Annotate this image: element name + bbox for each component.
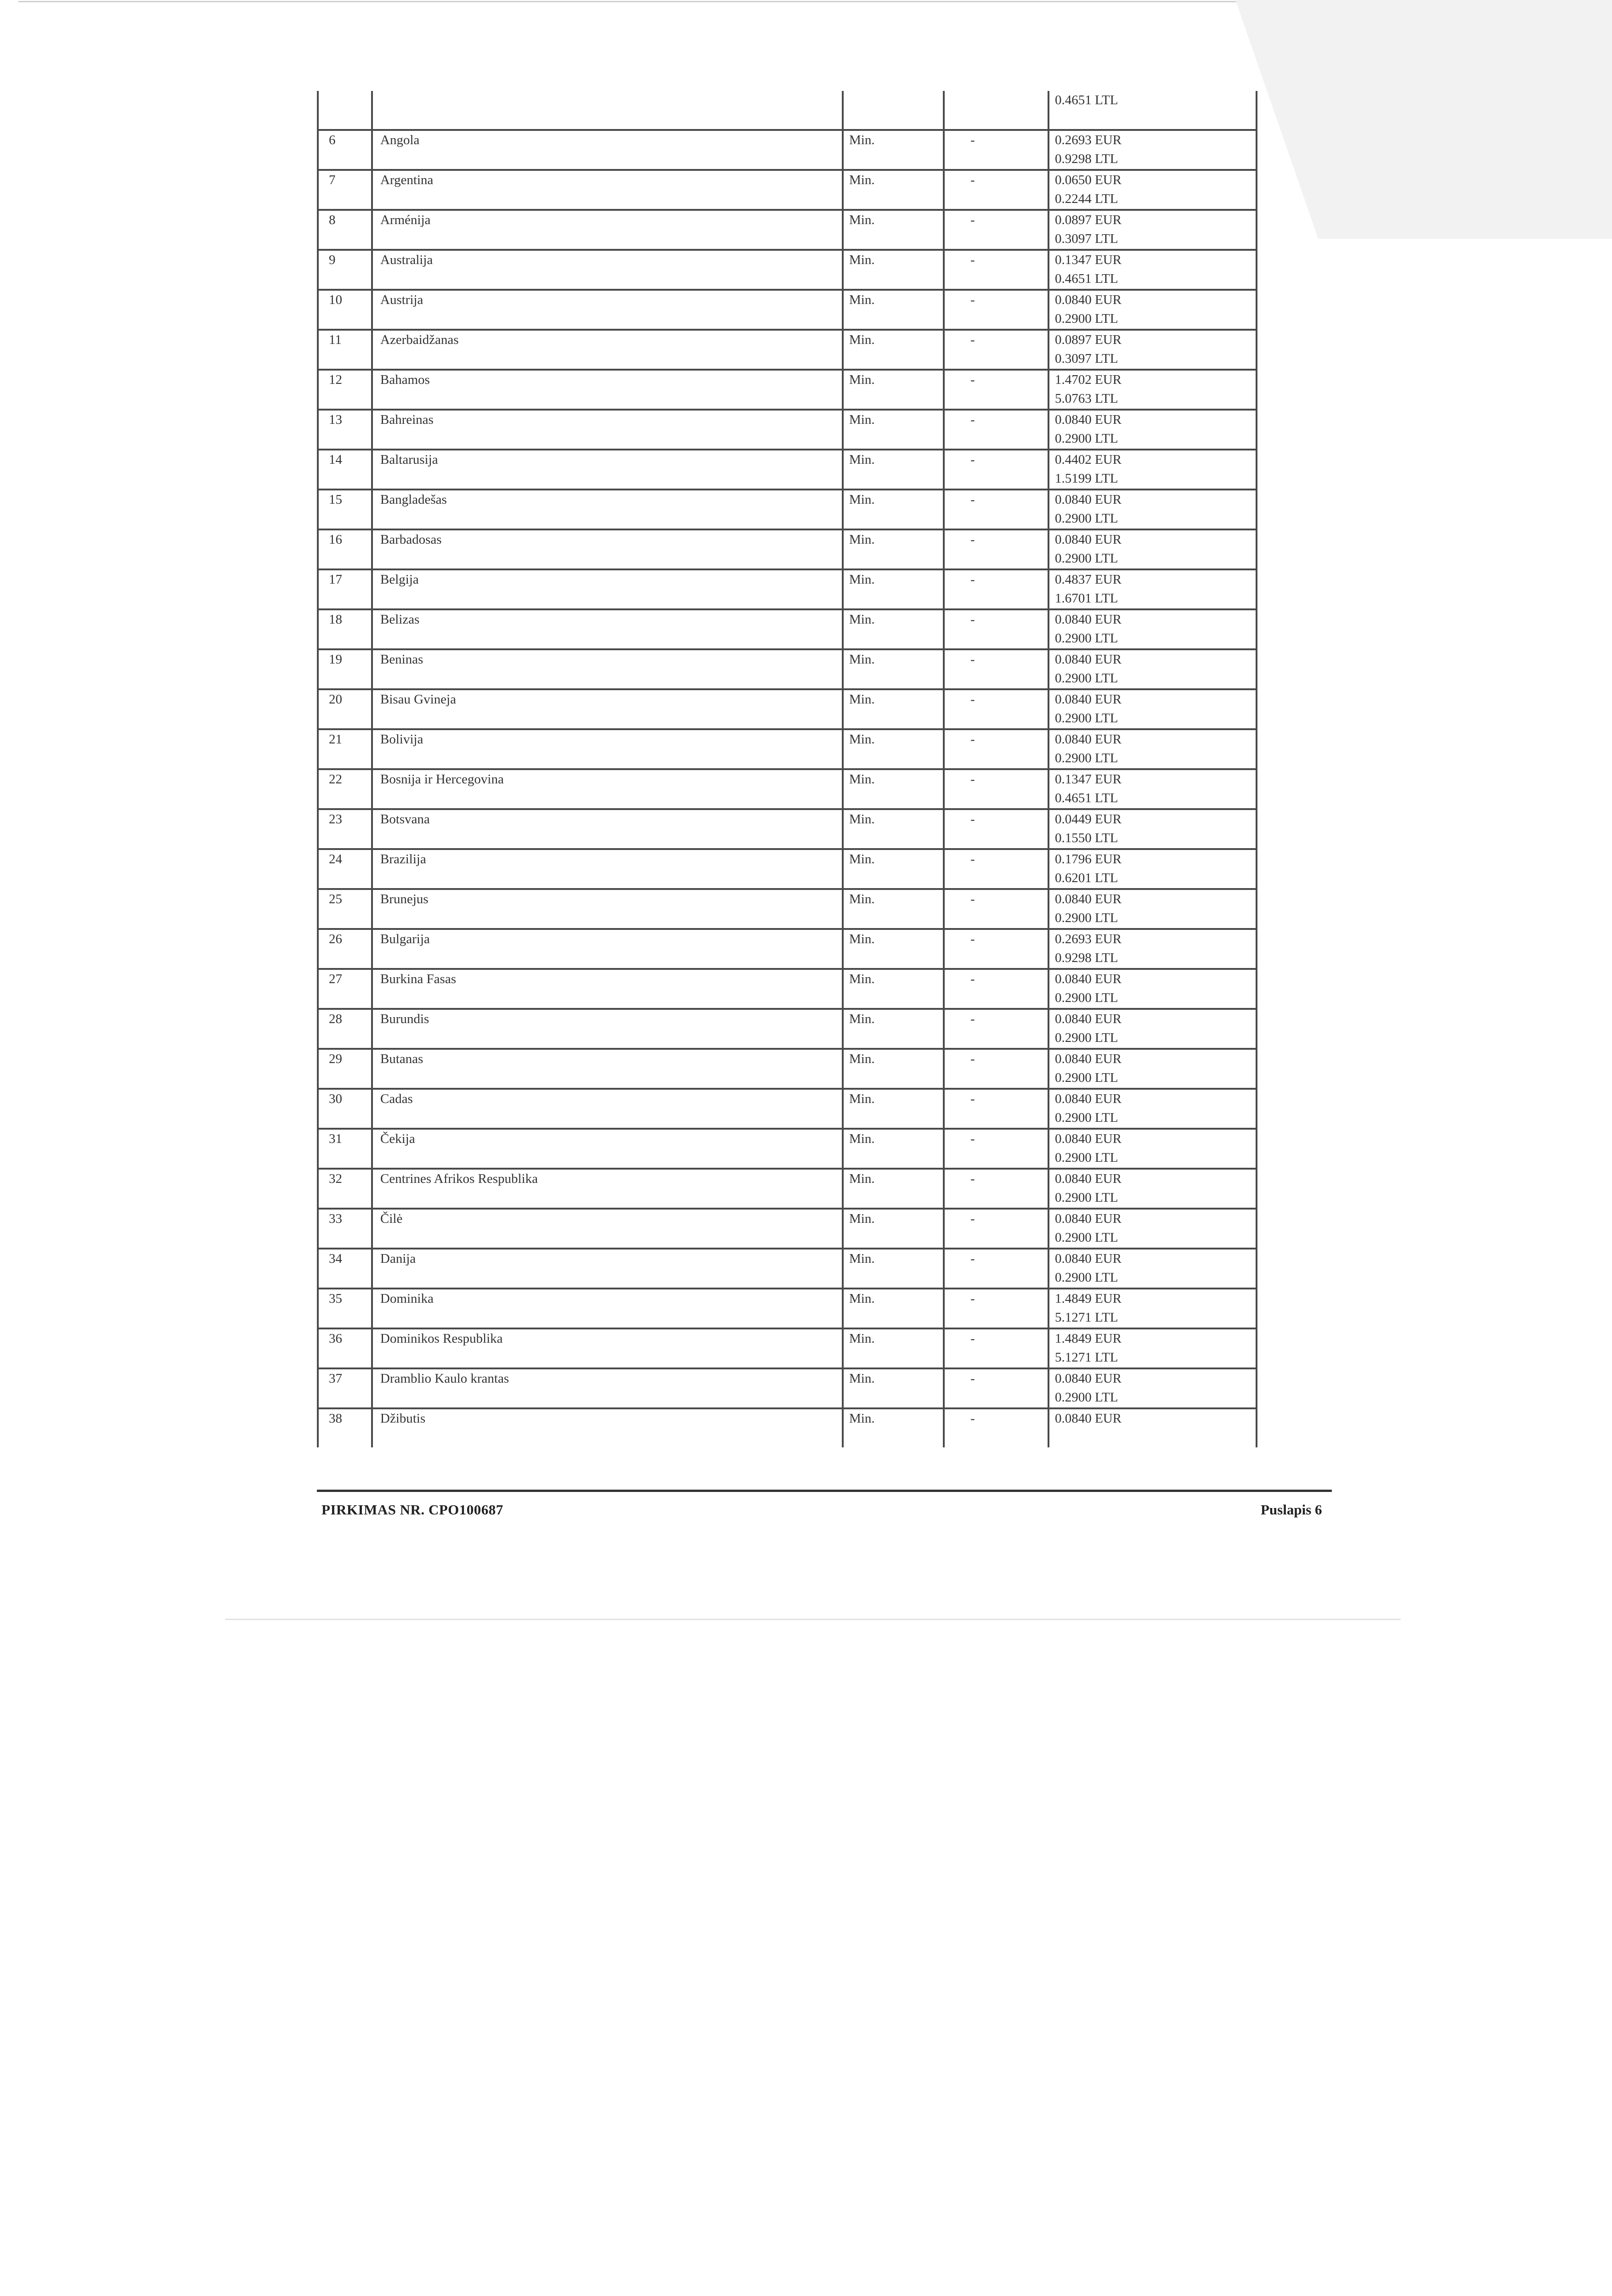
unit-cell: Min. <box>843 969 944 1009</box>
dash-cell: - <box>944 729 1048 769</box>
unit-cell: Min. <box>843 1209 944 1249</box>
row-number: 21 <box>318 729 372 769</box>
row-number: 6 <box>318 130 372 170</box>
price-ltl: 1.6701 LTL <box>1055 591 1118 606</box>
price-cell <box>1048 1089 1257 1129</box>
row-number: 35 <box>318 1289 372 1328</box>
price-cell <box>1048 330 1257 370</box>
dash-cell: - <box>944 210 1048 250</box>
price-ltl: 0.2900 LTL <box>1055 711 1118 726</box>
dash-cell: - <box>944 569 1048 609</box>
price-ltl: 0.2900 LTL <box>1055 551 1118 566</box>
country-name: Angola <box>372 130 843 170</box>
unit-cell: Min. <box>843 290 944 330</box>
price-ltl: 0.2900 LTL <box>1055 631 1118 646</box>
row-number: 9 <box>318 250 372 290</box>
row-number: 38 <box>318 1408 372 1447</box>
price-eur: 0.4837 EUR <box>1055 572 1122 587</box>
table-row <box>318 1169 1257 1209</box>
price-cell <box>1048 729 1257 769</box>
price-cell <box>1048 1249 1257 1289</box>
dash-cell: - <box>944 1328 1048 1368</box>
table-row <box>318 569 1257 609</box>
country-name: Bahamos <box>372 370 843 410</box>
price-ltl: 0.1550 LTL <box>1055 831 1118 845</box>
country-name: Burundis <box>372 1009 843 1049</box>
price-eur: 0.0840 EUR <box>1055 1131 1122 1146</box>
unit-cell: Min. <box>843 1009 944 1049</box>
table-row <box>318 1249 1257 1289</box>
dash-cell: - <box>944 969 1048 1009</box>
price-cell <box>1048 450 1257 490</box>
price-cell <box>1048 1209 1257 1249</box>
country-name: Bosnija ir Hercegovina <box>372 769 843 809</box>
price-eur: 0.0840 EUR <box>1055 972 1122 986</box>
price-eur: 0.0840 EUR <box>1055 732 1122 747</box>
country-name: Bahreinas <box>372 410 843 450</box>
price-ltl: 0.2900 LTL <box>1055 1110 1118 1125</box>
unit-cell: Min. <box>843 450 944 490</box>
country-name: Baltarusija <box>372 450 843 490</box>
table-row <box>318 450 1257 490</box>
price-ltl: 5.1271 LTL <box>1055 1310 1118 1325</box>
table-row <box>318 969 1257 1009</box>
country-name: Dominikos Respublika <box>372 1328 843 1368</box>
price-cell <box>1048 769 1257 809</box>
price-ltl: 0.2900 LTL <box>1055 431 1118 446</box>
row-number: 8 <box>318 210 372 250</box>
price-eur: 0.0840 EUR <box>1055 1092 1122 1106</box>
dash-cell: - <box>944 849 1048 889</box>
country-name: Centrines Afrikos Respublika <box>372 1169 843 1209</box>
price-eur: 0.0840 EUR <box>1055 892 1122 906</box>
country-name: Beninas <box>372 649 843 689</box>
table-row <box>318 130 1257 170</box>
country-name: Burkina Fasas <box>372 969 843 1009</box>
table-row <box>318 330 1257 370</box>
country-name: Butanas <box>372 1049 843 1089</box>
dash-cell: - <box>944 370 1048 410</box>
unit-cell: Min. <box>843 490 944 529</box>
table-row <box>318 1408 1257 1447</box>
row-number: 25 <box>318 889 372 929</box>
unit-cell: Min. <box>843 689 944 729</box>
price-ltl: 0.2900 LTL <box>1055 751 1118 765</box>
price-ltl: 0.2900 LTL <box>1055 911 1118 925</box>
price-eur: 0.0840 EUR <box>1055 1171 1122 1186</box>
row-number: 16 <box>318 529 372 569</box>
price-cell <box>1048 1169 1257 1209</box>
table-row <box>318 929 1257 969</box>
row-number: 23 <box>318 809 372 849</box>
unit-cell: Min. <box>843 1049 944 1089</box>
country-name: Azerbaidžanas <box>372 330 843 370</box>
price-ltl: 0.2900 LTL <box>1055 1390 1118 1405</box>
price-cell <box>1048 1289 1257 1328</box>
unit-cell: Min. <box>843 849 944 889</box>
dash-cell: - <box>944 130 1048 170</box>
unit-cell: Min. <box>843 1408 944 1447</box>
table-row <box>318 1328 1257 1368</box>
price-eur: 0.0449 EUR <box>1055 812 1122 827</box>
row-number: 15 <box>318 490 372 529</box>
unit-cell: Min. <box>843 1328 944 1368</box>
row-number: 34 <box>318 1249 372 1289</box>
unit-cell: Min. <box>843 769 944 809</box>
dash-cell: - <box>944 649 1048 689</box>
price-cell <box>1048 410 1257 450</box>
price-ltl: 0.2900 LTL <box>1055 1030 1118 1045</box>
price-eur: 0.4402 EUR <box>1055 452 1122 467</box>
price-eur: 0.0840 EUR <box>1055 492 1122 507</box>
table-row <box>318 649 1257 689</box>
table-row <box>318 1209 1257 1249</box>
table-row <box>318 729 1257 769</box>
price-cell <box>1048 1408 1257 1447</box>
price-cell <box>1048 1049 1257 1089</box>
row-number: 12 <box>318 370 372 410</box>
row-number: 20 <box>318 689 372 729</box>
dash-cell: - <box>944 1049 1048 1089</box>
dash-cell: - <box>944 1089 1048 1129</box>
unit-cell: Min. <box>843 1368 944 1408</box>
price-eur: 0.0840 EUR <box>1055 612 1122 627</box>
price-eur: 1.4702 EUR <box>1055 372 1122 387</box>
unit-cell: Min. <box>843 170 944 210</box>
dash-cell: - <box>944 330 1048 370</box>
country-name: Brazilija <box>372 849 843 889</box>
unit-cell: Min. <box>843 1249 944 1289</box>
price-ltl: 0.3097 LTL <box>1055 231 1118 246</box>
unit-cell: Min. <box>843 1089 944 1129</box>
unit-cell: Min. <box>843 210 944 250</box>
unit-cell: Min. <box>843 370 944 410</box>
country-name: Australija <box>372 250 843 290</box>
country-name: Danija <box>372 1249 843 1289</box>
price-cell <box>1048 529 1257 569</box>
price-eur: 0.0840 EUR <box>1055 412 1122 427</box>
country-name: Džibutis <box>372 1408 843 1447</box>
price-cell <box>1048 91 1257 130</box>
price-eur: 0.0840 EUR <box>1055 1411 1122 1426</box>
dash-cell <box>944 91 1048 130</box>
unit-cell: Min. <box>843 410 944 450</box>
dash-cell: - <box>944 1209 1048 1249</box>
row-number: 11 <box>318 330 372 370</box>
country-name: Arménija <box>372 210 843 250</box>
unit-cell: Min. <box>843 569 944 609</box>
price-cell <box>1048 1328 1257 1368</box>
price-eur: 0.0840 EUR <box>1055 293 1122 307</box>
unit-cell: Min. <box>843 330 944 370</box>
price-ltl: 0.2900 LTL <box>1055 1230 1118 1245</box>
price-cell <box>1048 609 1257 649</box>
unit-cell: Min. <box>843 729 944 769</box>
price-eur: 0.0840 EUR <box>1055 1211 1122 1226</box>
unit-cell: Min. <box>843 250 944 290</box>
table-row <box>318 170 1257 210</box>
row-number: 18 <box>318 609 372 649</box>
price-cell <box>1048 170 1257 210</box>
price-cell <box>1048 1129 1257 1169</box>
price-eur: 0.0840 EUR <box>1055 532 1122 547</box>
scan-folded-corner <box>1235 0 1612 239</box>
price-cell <box>1048 210 1257 250</box>
row-number: 17 <box>318 569 372 609</box>
unit-cell: Min. <box>843 1129 944 1169</box>
row-number: 14 <box>318 450 372 490</box>
price-eur: 0.0840 EUR <box>1055 1052 1122 1066</box>
table-row <box>318 809 1257 849</box>
unit-cell <box>843 91 944 130</box>
unit-cell: Min. <box>843 1169 944 1209</box>
table-row <box>318 1049 1257 1089</box>
price-ltl: 0.2900 LTL <box>1055 671 1118 686</box>
dash-cell: - <box>944 769 1048 809</box>
price-ltl: 0.2900 LTL <box>1055 1150 1118 1165</box>
tariff-table <box>317 91 1257 1447</box>
dash-cell: - <box>944 1408 1048 1447</box>
row-number: 29 <box>318 1049 372 1089</box>
table-row <box>318 769 1257 809</box>
country-name: Cadas <box>372 1089 843 1129</box>
page-number: Puslapis 6 <box>1261 1502 1322 1518</box>
row-number: 28 <box>318 1009 372 1049</box>
price-cell <box>1048 689 1257 729</box>
dash-cell: - <box>944 889 1048 929</box>
price-eur: 0.0840 EUR <box>1055 1251 1122 1266</box>
table-row <box>318 689 1257 729</box>
price-ltl: 0.2900 LTL <box>1055 511 1118 526</box>
table-row <box>318 91 1257 130</box>
table-row <box>318 889 1257 929</box>
price-cell <box>1048 290 1257 330</box>
dash-cell: - <box>944 170 1048 210</box>
dash-cell: - <box>944 1368 1048 1408</box>
country-name: Argentina <box>372 170 843 210</box>
price-eur: 1.4849 EUR <box>1055 1291 1122 1306</box>
table-row <box>318 609 1257 649</box>
dash-cell: - <box>944 490 1048 529</box>
row-number: 13 <box>318 410 372 450</box>
dash-cell: - <box>944 1249 1048 1289</box>
dash-cell: - <box>944 250 1048 290</box>
country-name <box>372 91 843 130</box>
price-eur: 0.2693 EUR <box>1055 932 1122 946</box>
price-ltl: 0.3097 LTL <box>1055 351 1118 366</box>
row-number <box>318 91 372 130</box>
unit-cell: Min. <box>843 649 944 689</box>
price-cell <box>1048 250 1257 290</box>
row-number: 27 <box>318 969 372 1009</box>
unit-cell: Min. <box>843 529 944 569</box>
price-ltl: 5.1271 LTL <box>1055 1350 1118 1365</box>
price-eur: 0.2693 EUR <box>1055 133 1122 147</box>
price-eur: 0.0840 EUR <box>1055 1012 1122 1026</box>
price-cell <box>1048 1368 1257 1408</box>
country-name: Brunejus <box>372 889 843 929</box>
table-row <box>318 290 1257 330</box>
price-ltl: 0.2900 LTL <box>1055 1270 1118 1285</box>
price-cell <box>1048 849 1257 889</box>
row-number: 31 <box>318 1129 372 1169</box>
price-eur: 0.1796 EUR <box>1055 852 1122 867</box>
table-row <box>318 529 1257 569</box>
table-row <box>318 490 1257 529</box>
row-number: 19 <box>318 649 372 689</box>
price-cell <box>1048 889 1257 929</box>
dash-cell: - <box>944 929 1048 969</box>
price-eur: 0.0897 EUR <box>1055 213 1122 227</box>
row-number: 33 <box>318 1209 372 1249</box>
unit-cell: Min. <box>843 809 944 849</box>
price-ltl: 5.0763 LTL <box>1055 391 1118 406</box>
scan-edge-top <box>18 1 1281 2</box>
price-eur: 0.0840 EUR <box>1055 1371 1122 1386</box>
tariff-table-body <box>318 91 1257 1447</box>
price-cell <box>1048 130 1257 170</box>
price-cell <box>1048 929 1257 969</box>
table-row <box>318 210 1257 250</box>
row-number: 36 <box>318 1328 372 1368</box>
price-eur: 0.1347 EUR <box>1055 253 1122 267</box>
row-number: 26 <box>318 929 372 969</box>
price-cell <box>1048 569 1257 609</box>
row-number: 22 <box>318 769 372 809</box>
dash-cell: - <box>944 1009 1048 1049</box>
price-ltl: 0.2900 LTL <box>1055 990 1118 1005</box>
dash-cell: - <box>944 1129 1048 1169</box>
row-number: 32 <box>318 1169 372 1209</box>
price-eur: 0.0840 EUR <box>1055 692 1122 707</box>
country-name: Belgija <box>372 569 843 609</box>
country-name: Bulgarija <box>372 929 843 969</box>
price-ltl: 0.4651 LTL <box>1055 271 1118 286</box>
price-ltl: 0.9298 LTL <box>1055 951 1118 965</box>
unit-cell: Min. <box>843 609 944 649</box>
unit-cell: Min. <box>843 1289 944 1328</box>
table-row <box>318 849 1257 889</box>
price-ltl: 0.6201 LTL <box>1055 871 1118 885</box>
scan-edge-bottom <box>225 1619 1401 1620</box>
table-row <box>318 410 1257 450</box>
table-row <box>318 1129 1257 1169</box>
table-row <box>318 1368 1257 1408</box>
dash-cell: - <box>944 609 1048 649</box>
dash-cell: - <box>944 450 1048 490</box>
price-eur: 0.1347 EUR <box>1055 772 1122 787</box>
country-name: Bolivija <box>372 729 843 769</box>
price-eur: 0.0897 EUR <box>1055 332 1122 347</box>
procurement-number: PIRKIMAS NR. CPO100687 <box>321 1502 503 1518</box>
country-name: Čekija <box>372 1129 843 1169</box>
dash-cell: - <box>944 410 1048 450</box>
price-ltl: 0.9298 LTL <box>1055 152 1118 166</box>
country-name: Dramblio Kaulo krantas <box>372 1368 843 1408</box>
row-number: 7 <box>318 170 372 210</box>
row-number: 30 <box>318 1089 372 1129</box>
price-cell <box>1048 370 1257 410</box>
price-eur: 0.0650 EUR <box>1055 173 1122 187</box>
country-name: Austrija <box>372 290 843 330</box>
price-cell <box>1048 1009 1257 1049</box>
price-cell <box>1048 809 1257 849</box>
table-row <box>318 1089 1257 1129</box>
price-cell <box>1048 649 1257 689</box>
price-eur: 0.0840 EUR <box>1055 652 1122 667</box>
table-row <box>318 1289 1257 1328</box>
price-ltl: 0.4651 LTL <box>1055 791 1118 805</box>
country-name: Belizas <box>372 609 843 649</box>
country-name: Botsvana <box>372 809 843 849</box>
table-row <box>318 370 1257 410</box>
unit-cell: Min. <box>843 929 944 969</box>
table-row <box>318 1009 1257 1049</box>
price-cell <box>1048 490 1257 529</box>
dash-cell: - <box>944 1289 1048 1328</box>
dash-cell: - <box>944 689 1048 729</box>
price-ltl: 0.2900 LTL <box>1055 1070 1118 1085</box>
unit-cell: Min. <box>843 889 944 929</box>
row-number: 10 <box>318 290 372 330</box>
price-cell <box>1048 969 1257 1009</box>
row-number: 24 <box>318 849 372 889</box>
dash-cell: - <box>944 529 1048 569</box>
country-name: Čilė <box>372 1209 843 1249</box>
price-ltl: 0.2900 LTL <box>1055 311 1118 326</box>
table-row <box>318 250 1257 290</box>
unit-cell: Min. <box>843 130 944 170</box>
country-name: Bisau Gvineja <box>372 689 843 729</box>
price-ltl: 0.4651 LTL <box>1055 93 1118 107</box>
dash-cell: - <box>944 290 1048 330</box>
country-name: Dominika <box>372 1289 843 1328</box>
price-ltl: 1.5199 LTL <box>1055 471 1118 486</box>
price-ltl: 0.2244 LTL <box>1055 191 1118 206</box>
price-eur: 1.4849 EUR <box>1055 1331 1122 1346</box>
price-ltl: 0.2900 LTL <box>1055 1190 1118 1205</box>
country-name: Bangladešas <box>372 490 843 529</box>
footer-rule <box>317 1490 1332 1492</box>
dash-cell: - <box>944 809 1048 849</box>
row-number: 37 <box>318 1368 372 1408</box>
country-name: Barbadosas <box>372 529 843 569</box>
dash-cell: - <box>944 1169 1048 1209</box>
